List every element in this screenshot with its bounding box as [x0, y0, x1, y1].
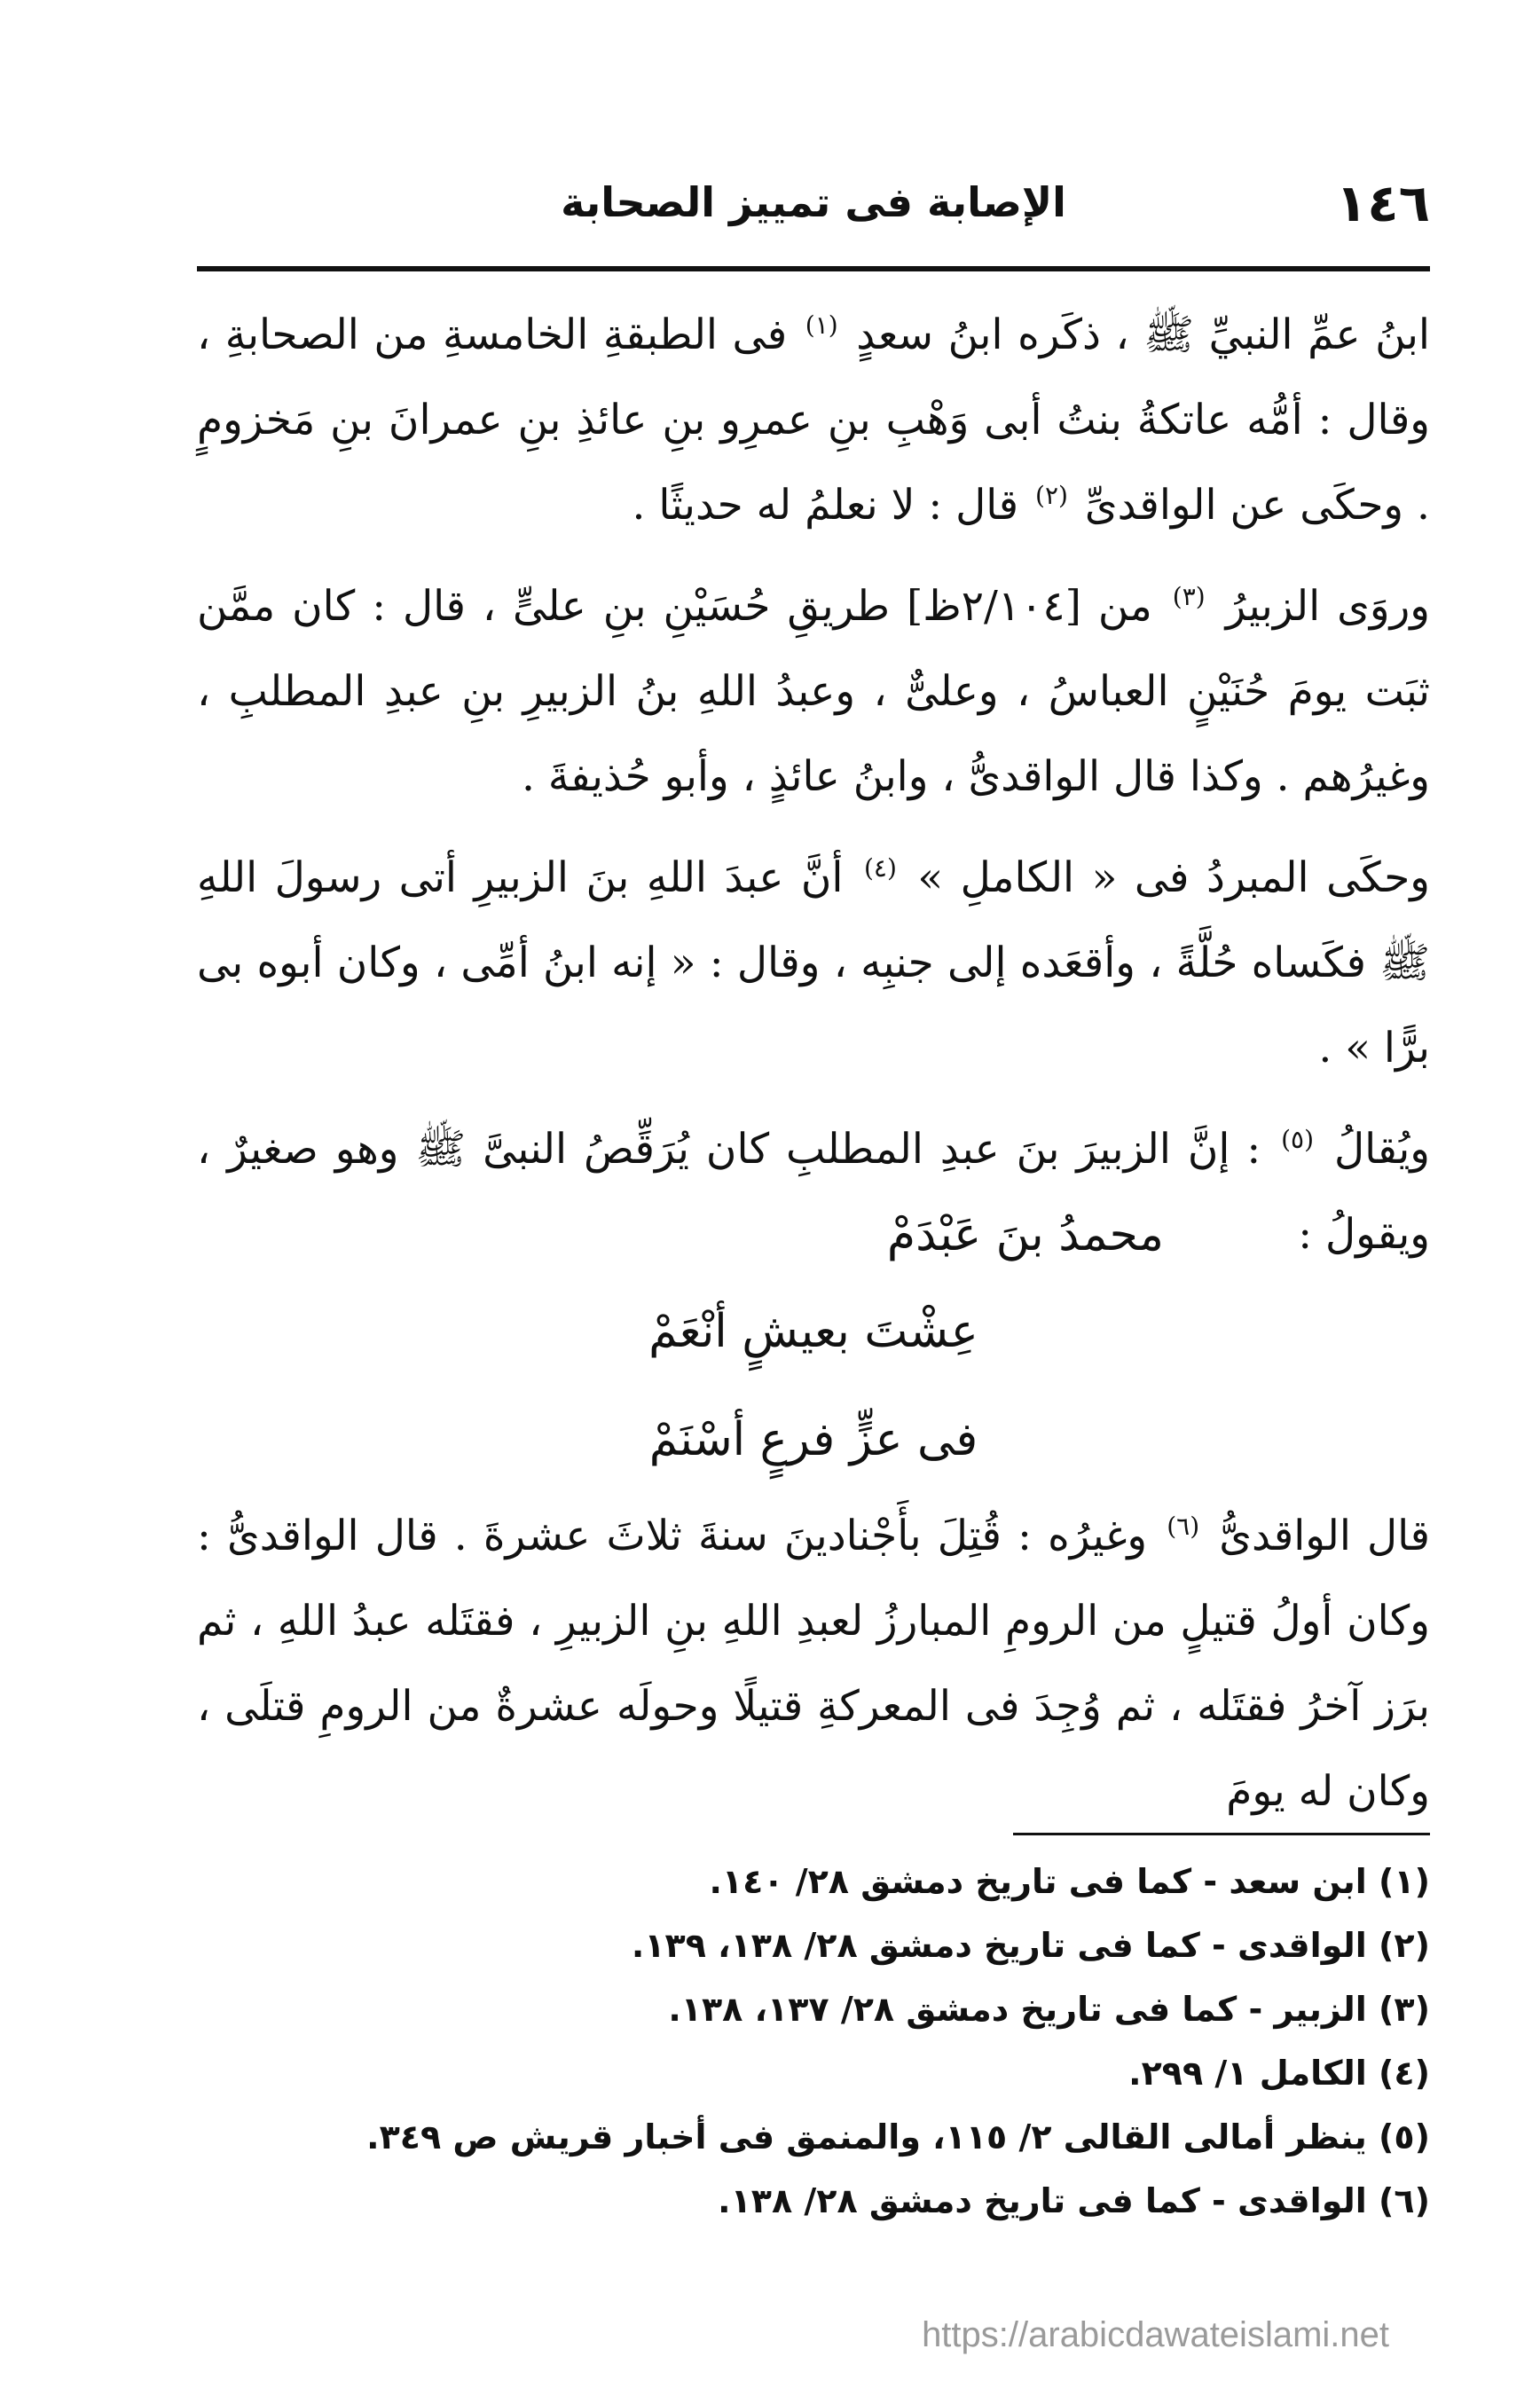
paragraph-2 — [197, 564, 1430, 820]
page-header — [197, 173, 1430, 253]
header-rule — [197, 266, 1430, 271]
paragraph-3-text-b: أنَّ عبدَ اللهِ بنَ الزبيرِ أتى رسولَ اللهِ ﷺ فكَساه حُلَّةً ، وأقعَده إلى جنبِه ، وقال : « إنه ابنُ أمِّى ، وكان أبوه بى برًّا » . — [197, 853, 1430, 1072]
footnote-3: (٣) الزبير - كما فى تاريخ دمشق ٢٨/ ١٣٧، ١٣٨. — [668, 1990, 1430, 2029]
footnote-separator — [1013, 1833, 1430, 1835]
footnote-6: (٦) الواقدى - كما فى تاريخ دمشق ٢٨/ ١٣٨. — [718, 2181, 1430, 2220]
paragraph-1 — [197, 293, 1430, 548]
footnote-ref-2[interactable]: (٢) — [1035, 481, 1068, 511]
page-number: ١٤٦ — [1335, 173, 1430, 233]
paragraph-3 — [197, 836, 1430, 1091]
footnote-1: (١) ابن سعد - كما فى تاريخ دمشق ٢٨/ ١٤٠. — [709, 1862, 1430, 1901]
footnote-2: (٢) الواقدى - كما فى تاريخ دمشق ٢٨/ ١٣٨، ١٣٩. — [631, 1926, 1430, 1965]
main-text — [197, 293, 1430, 1850]
paragraph-5-text-b: وغيرُه : قُتِلَ بأَجْنادينَ سنةَ ثلاثَ عشرةَ . قال الواقدىُّ : وكان أولُ قتيلٍ من الرومِ المبارزُ لعبدِ اللهِ بنِ الزبيرِ ، فقتَله عبدُ اللهِ ، ثم برَز آخرُ فقتَله ، ثم وُجِدَ فى المعركةِ قتيلًا وحولَه عشرةٌ من الرومِ قتلَى ، وكان له يومَ — [197, 1512, 1430, 1816]
paragraph-1-text-c: قال : لا نعلمُ له حديثًا . — [632, 481, 1019, 530]
paragraph-3-text-a: وحكَى المبردُ فى « الكاملِ » — [917, 853, 1430, 902]
poem — [197, 1192, 1430, 1494]
running-title: الإصابة فى تمييز الصحابة — [561, 178, 1066, 226]
verse-line-1: محمدُ بنَ عَبْدَمْ — [886, 1208, 1164, 1261]
paragraph-4-text-a: ويُقالُ — [1333, 1125, 1430, 1174]
verse-line-3: فى عزٍّ فرعٍ أسْنَمْ — [648, 1413, 978, 1466]
paragraph-1-text-b: فى الطبقةِ الخامسةِ من الصحابةِ ، وقال : أمُّه عاتكةُ بنتُ أبى وَهْبِ بنِ عمرِو بنِ عائذِ بنِ عمرانَ بنِ مَخزومٍ . وحكَى عن الواقدىِّ — [197, 310, 1430, 530]
verse-intro-row — [197, 1192, 1430, 1277]
paragraph-5 — [197, 1494, 1430, 1834]
paragraph-4-text-b: : إنَّ الزبيرَ بنَ عبدِ المطلبِ كان يُرَقِّصُ النبىَّ ﷺ وهو صغيرٌ ، ويقولُ : — [197, 1125, 1430, 1259]
footnote-ref-6[interactable]: (٦) — [1167, 1512, 1200, 1542]
verse-line-2: عِشْتَ بعيشٍ أنْعَمْ — [648, 1305, 978, 1358]
footnote-ref-1[interactable]: (١) — [805, 310, 838, 341]
footnote-ref-5[interactable]: (٥) — [1281, 1125, 1315, 1155]
paragraph-2-text-b: من [٢/١٠٤ظ] طريقِ حُسَيْنِ بنِ علىٍّ ، قال : كان ممَّن ثبَت يومَ حُنَيْنٍ العباسُ ، وعلىٌّ ، وعبدُ اللهِ بنُ الزبيرِ بنِ عبدِ المطلبِ ، وغيرُهم . وكذا قال الواقدىُّ ، وابنُ عائذٍ ، وأبو حُذيفةَ . — [197, 582, 1430, 801]
watermark-url: https://arabicdawateislami.net — [922, 2315, 1389, 2354]
footnote-4: (٤) الكامل ١/ ٢٩٩. — [1128, 2054, 1430, 2093]
footnote-5: (٥) ينظر أمالى القالى ٢/ ١١٥، والمنمق فى أخبار قريش ص ٣٤٩. — [366, 2117, 1430, 2157]
paragraph-5-text-a: قال الواقدىُّ — [1219, 1512, 1430, 1560]
footnote-ref-4[interactable]: (٤) — [863, 853, 897, 884]
paragraph-1-text-a: ابنُ عمِّ النبيِّ ﷺ ، ذكَره ابنُ سعدٍ — [856, 310, 1430, 359]
footnotes — [197, 1850, 1430, 2233]
footnote-ref-3[interactable]: (٣) — [1172, 582, 1206, 612]
paragraph-2-text-a: وروَى الزبيرُ — [1225, 582, 1430, 631]
